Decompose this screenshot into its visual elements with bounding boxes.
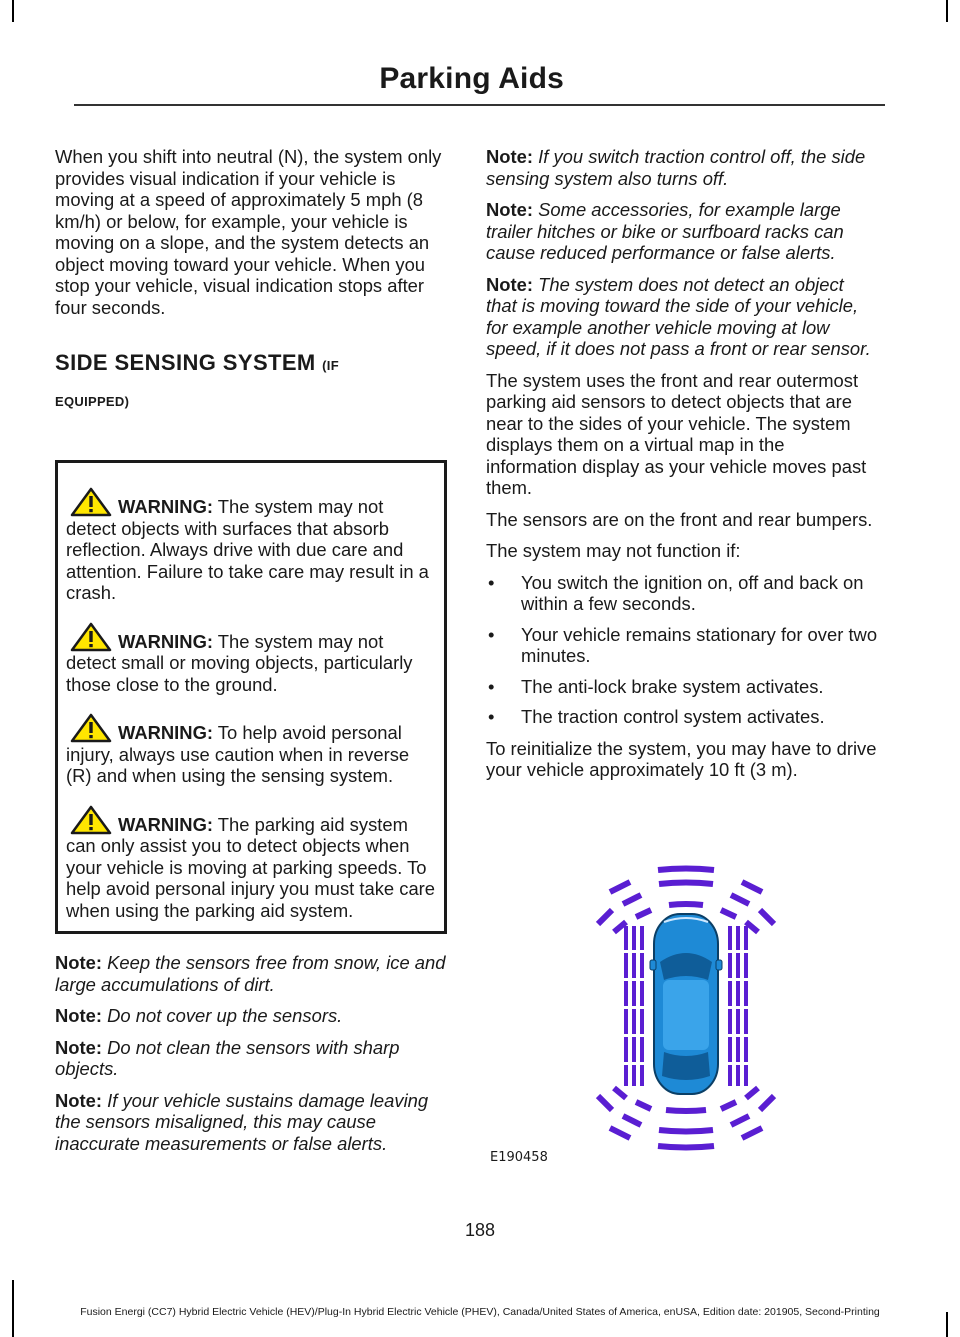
warning-label: WARNING: bbox=[118, 813, 214, 835]
left-column bbox=[55, 146, 447, 1164]
list-item-text: Your vehicle remains stationary for over two minutes. bbox=[521, 623, 878, 666]
warning-triangle-icon bbox=[70, 487, 112, 517]
warning-triangle-icon bbox=[70, 713, 112, 743]
bullet-glyph: • bbox=[488, 706, 495, 727]
intro-paragraph: When you shift into neutral (N), the system only provides visual indication if your vehicle is moving at a speed of approximately 5 mph (8 km/h) or below, for example, your vehicle is moving on a slope, and the system detects an object moving toward your vehicle. When you stop your vehicle, visual indication stops after four seconds. bbox=[55, 146, 442, 318]
warning-item bbox=[66, 713, 436, 787]
body-paragraph: The system may not function if: bbox=[486, 540, 741, 561]
bullet-glyph: • bbox=[488, 571, 495, 593]
bullet-glyph: • bbox=[488, 675, 495, 697]
warning-triangle-icon bbox=[70, 622, 112, 652]
crop-mark-top-right bbox=[946, 0, 948, 22]
note bbox=[55, 1037, 447, 1080]
warning-label: WARNING: bbox=[118, 496, 214, 517]
footer-text: Fusion Energi (CC7) Hybrid Electric Vehicle (HEV)/Plug-In Hybrid Electric Vehicle (PHEV), Canada/United States of America, enUSA, Edition date: 201905, Second-Printing bbox=[80, 1306, 880, 1318]
note bbox=[486, 199, 878, 264]
condition-list bbox=[486, 572, 878, 728]
note bbox=[486, 146, 878, 189]
list-item bbox=[486, 572, 878, 615]
note-label: Note: bbox=[486, 146, 533, 167]
rear-sensor-arcs bbox=[598, 1088, 774, 1148]
warning-text: The parking aid system can only assist you to detect objects when your vehicle is moving at parking speeds. To help avoid personal injury you must take care when using the parking aid system. bbox=[66, 813, 436, 921]
body-paragraph: The system uses the front and rear outermost parking aid sensors to detect objects that are near to the sides of your vehicle. The system displays them on a virtual map in the information display as your vehicle moves past them. bbox=[486, 369, 867, 498]
page-number: 188 bbox=[464, 1220, 496, 1240]
note-label: Note: bbox=[55, 952, 102, 973]
section-title: SIDE SENSING SYSTEM bbox=[55, 350, 316, 375]
note-text: The system does not detect an object that is moving toward the side of your vehicle, for example another vehicle moving at low speed, if it does not pass a front or rear sensor. bbox=[486, 273, 871, 359]
list-item bbox=[486, 624, 878, 667]
note-label: Note: bbox=[55, 1089, 102, 1111]
note-text: If you switch traction control off, the side sensing system also turns off. bbox=[486, 146, 866, 189]
list-item bbox=[486, 676, 878, 698]
warning-label: WARNING: bbox=[118, 722, 214, 743]
note-text: Do not cover up the sensors. bbox=[107, 1005, 343, 1026]
note bbox=[486, 274, 878, 360]
note-label: Note: bbox=[55, 1036, 102, 1058]
warning-item bbox=[66, 487, 436, 604]
warning-text: The system may not detect small or moving objects, particularly those close to the ground. bbox=[66, 630, 413, 695]
figure-id: E190458 bbox=[490, 1150, 548, 1165]
note-text: Do not clean the sensors with sharp objects. bbox=[55, 1036, 400, 1079]
warning-item bbox=[66, 805, 436, 922]
warning-triangle-icon bbox=[70, 805, 112, 835]
note-text: Some accessories, for example large trailer hitches or bike or surfboard racks can cause reduced performance or false alerts. bbox=[486, 199, 844, 263]
warning-text: To help avoid personal injury, always use caution when in reverse (R) and when using the sensing system. bbox=[66, 722, 410, 786]
right-column bbox=[486, 146, 878, 791]
list-item-text: The traction control system activates. bbox=[521, 706, 825, 727]
bullet-glyph: • bbox=[488, 623, 495, 645]
car-icon bbox=[650, 914, 722, 1094]
note-text: Keep the sensors free from snow, ice and large accumulations of dirt. bbox=[55, 952, 446, 995]
list-item-text: You switch the ignition on, off and back on within a few seconds. bbox=[521, 571, 864, 614]
note bbox=[55, 1090, 447, 1155]
page-title: Parking Aids bbox=[379, 62, 564, 95]
side-sensing-illustration bbox=[486, 862, 884, 1174]
note-label: Note: bbox=[486, 273, 533, 295]
warning-item bbox=[66, 622, 436, 696]
section-qualifier: (IF bbox=[322, 358, 339, 373]
header-rule bbox=[74, 104, 885, 106]
list-item bbox=[486, 706, 878, 728]
list-item-text: The anti-lock brake system activates. bbox=[521, 675, 824, 697]
body-paragraph: The sensors are on the front and rear bumpers. bbox=[486, 508, 873, 530]
warning-box bbox=[55, 460, 447, 934]
note-label: Note: bbox=[486, 199, 533, 220]
warning-text: The system may not detect objects with surfaces that absorb reflection. Always drive with due care and attention. Failure to take care may result in a crash. bbox=[66, 496, 429, 603]
section-qualifier-continued: EQUIPPED) bbox=[55, 393, 130, 409]
warning-label: WARNING: bbox=[118, 630, 214, 652]
body-paragraph: To reinitialize the system, you may have to drive your vehicle approximately 10 ft (3 m). bbox=[486, 737, 877, 780]
note-text: If your vehicle sustains damage leaving the sensors misaligned, this may cause inaccurate measurements or false alerts. bbox=[55, 1089, 429, 1154]
note-label: Note: bbox=[55, 1005, 102, 1026]
note bbox=[55, 952, 447, 995]
note bbox=[55, 1005, 447, 1027]
section-heading bbox=[55, 352, 447, 377]
crop-mark-top-left bbox=[12, 0, 14, 22]
